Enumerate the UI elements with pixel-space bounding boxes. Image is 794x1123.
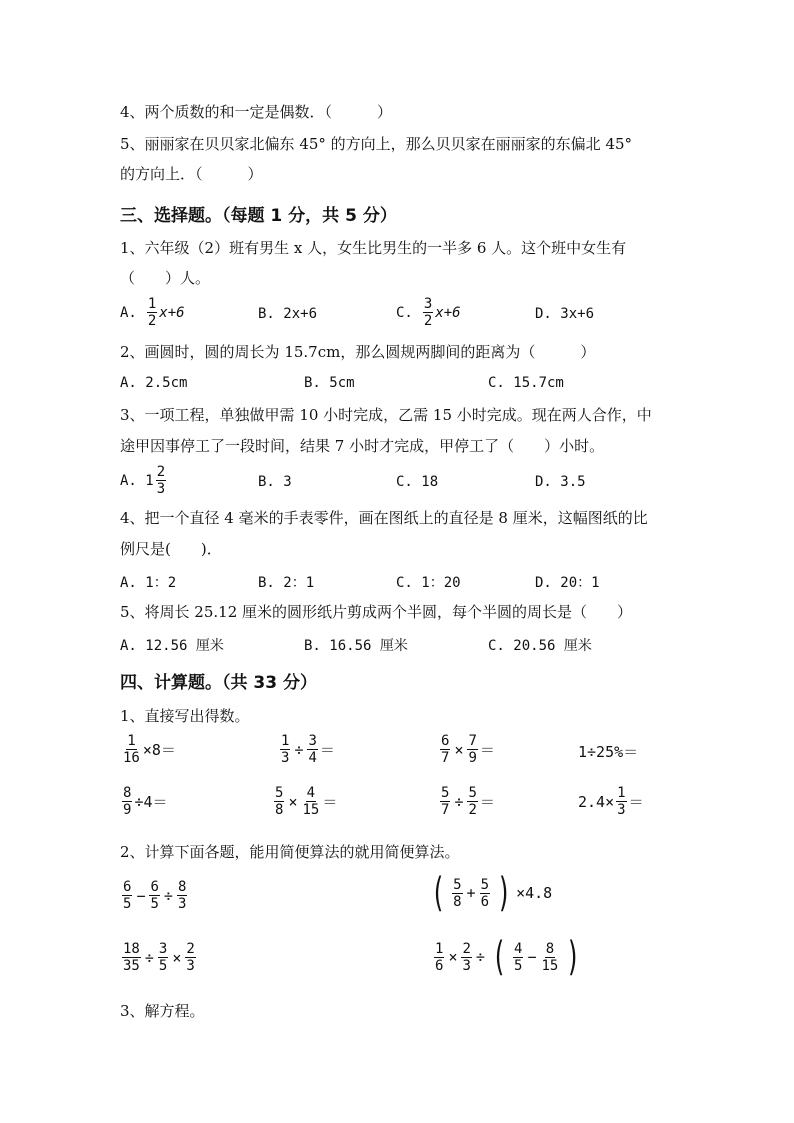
simplify-calc-2: ( $\frac{5}{8}$ + $\frac{5}{6}$ ) ×4.8 <box>430 870 553 916</box>
fraction: $\frac{1}{16}$ <box>123 733 140 766</box>
mc-q4-option-d[interactable]: D. 20：1 <box>535 575 600 591</box>
mc-q2-option-b[interactable]: B. 5cm <box>304 375 355 391</box>
fraction: $\frac{5}{8}$ <box>275 785 284 818</box>
fraction: $\frac{1}{3}$ <box>281 733 290 766</box>
mc-q2-option-c[interactable]: C. 15.7cm <box>488 375 564 391</box>
fraction: $\frac{8}{15}$ <box>541 940 559 974</box>
tf-question-5-line2: 的方向上．（ ） <box>120 165 263 183</box>
mc-question-5: 5、将周长 25.12 厘米的圆形纸片剪成两个半圆，每个半圆的周长是（ ） <box>120 603 633 621</box>
simplify-calc-1: $\frac{6}{5}$ − $\frac{6}{5}$ ÷ $\frac{8}{3}$ <box>123 879 187 912</box>
mc-q5-option-c[interactable]: C. 20.56 厘米 <box>488 638 592 654</box>
mc-q5-option-b[interactable]: B. 16.56 厘米 <box>304 638 408 654</box>
fraction: $\frac{8}{3}$ <box>177 879 187 912</box>
mc-question-3-line1: 3、一项工程，单独做甲需 10 小时完成，乙需 15 小时完成。现在两人合作，中 <box>120 406 652 424</box>
calc-question-3: 3、解方程。 <box>120 1002 205 1020</box>
tf-question-5-line1: 5、丽丽家在贝贝家北偏东 45° 的方向上，那么贝贝家在丽丽家的东偏北 45° <box>120 135 633 153</box>
fraction: $\frac{5}{2}$ <box>468 785 477 818</box>
mc-q1-option-a[interactable] <box>120 296 185 329</box>
option-text: x+6 <box>435 304 461 321</box>
option-label: A. <box>120 304 137 321</box>
mc-q5-option-a[interactable]: A. 12.56 厘米 <box>120 638 224 654</box>
fraction: $\frac{6}{5}$ <box>123 879 132 912</box>
option-text: x+6 <box>159 304 185 321</box>
calc-question-1: 1、直接写出得数。 <box>120 707 250 725</box>
oral-calc-1: $\frac{1}{16}$ ×8＝ <box>123 733 176 766</box>
fraction: $\frac{8}{9}$ <box>123 785 132 818</box>
fraction: $\frac{3}{5}$ <box>158 941 168 974</box>
fraction: $\frac{7}{9}$ <box>468 733 477 766</box>
mc-q4-option-a[interactable]: A. 1：2 <box>120 575 177 591</box>
fraction: $\frac{18}{35}$ <box>123 941 140 974</box>
fraction: $\frac{3}{4}$ <box>308 733 317 766</box>
fraction: $\frac{5}{8}$ <box>453 876 462 910</box>
mc-question-4-line1: 4、把一个直径 4 毫米的手表零件，画在图纸上的直径是 8 厘米，这幅图纸的比 <box>120 509 648 527</box>
section-4-heading: 四、计算题。（共 33 分） <box>120 673 317 693</box>
simplify-calc-3: $\frac{18}{35}$ ÷ $\frac{3}{5}$ × $\frac{2}{3}$ <box>123 941 195 974</box>
mc-question-1-line2: （ ）人。 <box>120 269 211 287</box>
oral-calc-4: 1÷25%＝ <box>578 743 639 761</box>
mc-q4-option-b[interactable]: B. 2：1 <box>258 575 315 591</box>
fraction: $\frac{6}{5}$ <box>150 879 159 912</box>
fraction: $\frac{4}{15}$ <box>302 785 320 818</box>
mc-q3-option-d[interactable]: D. 3.5 <box>535 474 586 490</box>
fraction: $\frac{1}{3}$ <box>617 785 626 818</box>
oral-calc-2: $\frac{1}{3}$ ÷ $\frac{3}{4}$ ＝ <box>281 733 335 766</box>
oral-calc-6: $\frac{5}{8}$ × $\frac{4}{15}$ ＝ <box>275 785 338 818</box>
oral-calc-8: 2.4× $\frac{1}{3}$ ＝ <box>578 785 644 818</box>
mc-question-4-line2: 例尺是( )． <box>120 540 222 558</box>
fraction: $\frac{5}{7}$ <box>441 785 450 818</box>
fraction: $\frac{1}{6}$ <box>435 940 444 974</box>
mc-question-2: 2、画圆时，圆的周长为 15.7cm，那么圆规两脚间的距离为（ ） <box>120 343 596 361</box>
mc-q1-option-d[interactable]: D. 3x+6 <box>535 306 595 322</box>
mc-q3-option-b[interactable]: B. 3 <box>258 474 292 490</box>
fraction: $\frac{3}{2}$ <box>423 296 433 329</box>
oral-calc-3: $\frac{6}{7}$ × $\frac{7}{9}$ ＝ <box>441 733 495 766</box>
fraction: $\frac{1}{2}$ <box>147 296 157 329</box>
mc-q3-option-c[interactable]: C. 18 <box>396 474 439 490</box>
fraction: $\frac{2}{3}$ <box>462 940 471 974</box>
oral-calc-7: $\frac{5}{7}$ ÷ $\frac{5}{2}$ ＝ <box>441 785 495 818</box>
fraction: $\frac{6}{7}$ <box>441 733 450 766</box>
option-label: C. <box>396 304 413 321</box>
fraction: $\frac{4}{5}$ <box>514 940 523 974</box>
tf-question-4: 4、两个质数的和一定是偶数．（ ） <box>120 103 393 121</box>
mc-question-3-line2: 途甲因事停工了一段时间，结果 7 小时才完成，甲停工了（ ）小时。 <box>120 437 605 455</box>
mc-question-1-line1: 1、六年级（2）班有男生 x 人，女生比男生的一半多 6 人。这个班中女生有 <box>120 239 627 257</box>
fraction: $\frac{5}{6}$ <box>480 876 489 910</box>
option-label: A. 1 <box>120 472 154 489</box>
fraction: $\frac{2}{3}$ <box>186 941 195 974</box>
mc-q1-option-c[interactable] <box>396 296 461 329</box>
section-3-heading: 三、选择题。（每题 1 分，共 5 分） <box>120 206 397 226</box>
simplify-calc-4: $\frac{1}{6}$ × $\frac{2}{3}$ ÷ ( $\frac{4}{5}$ − $\frac{8}{15}$ ) <box>435 934 581 980</box>
oral-calc-5: $\frac{8}{9}$ ÷4＝ <box>123 785 168 818</box>
calc-question-2: 2、计算下面各题，能用简便算法的就用简便算法。 <box>120 843 460 861</box>
mc-q4-option-c[interactable]: C. 1：20 <box>396 575 461 591</box>
fraction: $\frac{2}{3}$ <box>156 464 166 497</box>
mc-q3-option-a[interactable] <box>120 464 168 497</box>
mc-q2-option-a[interactable]: A. 2.5cm <box>120 375 188 391</box>
mc-q1-option-b[interactable]: B. 2x+6 <box>258 306 318 322</box>
